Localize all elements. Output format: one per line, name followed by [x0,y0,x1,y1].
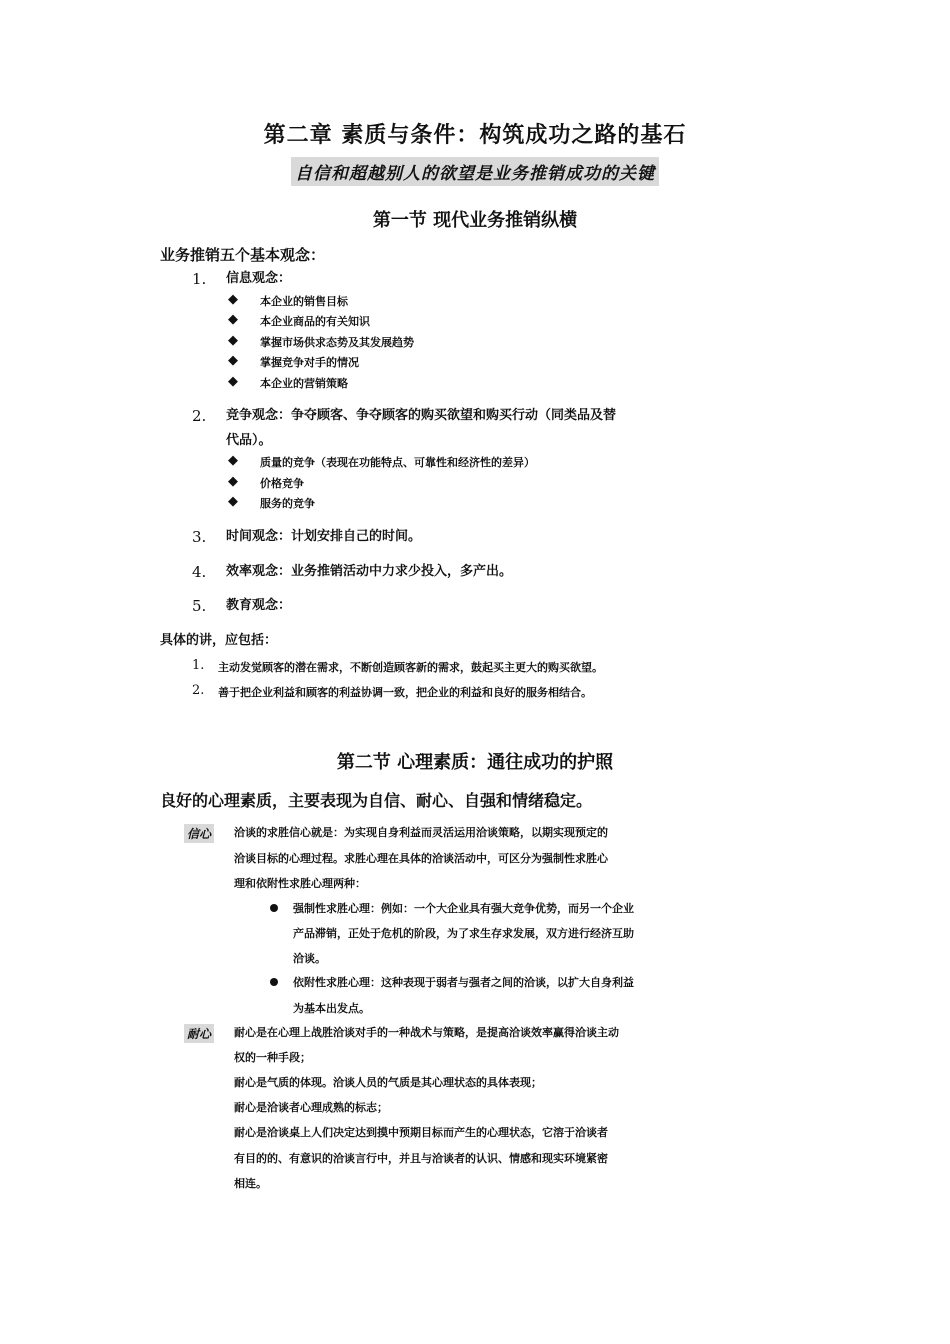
item-2-text-line-1: 竞争观念：争夺顾客、争夺顾客的购买欲望和购买行动（同类品及替 [226,408,617,423]
item-3-number: 3. [192,528,207,546]
round-bullet-icon [270,904,278,912]
item-1-text: 信息观念： [226,271,292,286]
item-2-text-line-2: 代品）。 [226,433,272,448]
specific-intro: 具体的讲，应包括： [160,633,278,648]
section2-intro: 良好的心理素质，主要表现为自信、耐心、自强和情绪稳定。 [160,791,593,810]
diamond-bullet-icon: ◆ [228,312,238,327]
item-2-bullet-1: 质量的竞争（表现在功能特点、可靠性和经济性的差异） [260,456,535,469]
item-1-number: 1. [192,270,207,288]
item-4-number: 4. [192,563,207,581]
confidence-line-3: 理和依附性求胜心理两种： [234,877,366,890]
diamond-bullet-icon: ◆ [228,333,238,348]
section2-title: 第二节 心理素质：通往成功的护照 [336,752,614,773]
specific-item-2-text: 善于把企业利益和顾客的利益协调一致，把企业的利益和良好的服务相结合。 [218,686,592,699]
item-1-bullet-5: 本企业的营销策略 [260,377,348,390]
patience-line-6: 有目的的、有意识的洽谈言行中，并且与洽谈者的认识、情感和现实环境紧密 [234,1152,608,1165]
specific-item-1-number: 1. [192,658,205,673]
confidence-tag: 信心 [184,824,214,843]
item-5-text: 教育观念： [226,598,292,613]
diamond-bullet-icon: ◆ [228,494,238,509]
item-5-number: 5. [192,597,207,615]
patience-line-2: 权的一种手段； [234,1051,311,1064]
diamond-bullet-icon: ◆ [228,474,238,489]
patience-tag: 耐心 [184,1024,214,1043]
item-1-bullet-2: 本企业商品的有关知识 [260,315,370,328]
confidence-bullet-2-line-2: 为基本出发点。 [293,1002,370,1015]
chapter-subtitle: 自信和超越别人的欲望是业务推销成功的关键 [291,157,659,186]
subtitle-wrap [0,157,950,186]
diamond-bullet-icon: ◆ [228,353,238,368]
section1-title: 第一节 现代业务推销纵横 [372,210,578,231]
diamond-bullet-icon: ◆ [228,292,238,307]
confidence-bullet-2-line-1: 依附性求胜心理：这种表现于弱者与强者之间的洽谈，以扩大自身利益 [293,976,634,989]
confidence-bullet-1-line-3: 洽谈。 [293,952,326,965]
patience-line-5: 耐心是洽谈桌上人们决定达到摸中预期目标而产生的心理状态，它溶于洽谈者 [234,1126,608,1139]
section1-intro: 业务推销五个基本观念： [160,246,326,264]
item-1-bullet-4: 掌握竞争对手的情况 [260,356,359,369]
item-1-bullet-1: 本企业的销售目标 [260,295,348,308]
patience-line-3: 耐心是气质的体现。洽谈人员的气质是其心理状态的具体表现； [234,1076,542,1089]
confidence-bullet-1-line-1: 强制性求胜心理：例如：一个大企业具有强大竞争优势，而另一个企业 [293,902,634,915]
patience-line-4: 耐心是洽谈者心理成熟的标志； [234,1101,388,1114]
item-2-bullet-2: 价格竞争 [260,477,304,490]
patience-line-1: 耐心是在心理上战胜洽谈对手的一种战术与策略，是提高洽谈效率赢得洽谈主动 [234,1026,619,1039]
item-2-number: 2. [192,407,207,425]
confidence-line-2: 洽谈目标的心理过程。求胜心理在具体的洽谈活动中，可区分为强制性求胜心 [234,852,608,865]
confidence-bullet-1-line-2: 产品滞销，正处于危机的阶段，为了求生存求发展，双方进行经济互助 [293,927,634,940]
item-4-text: 效率观念：业务推销活动中力求少投入，多产出。 [226,564,513,579]
specific-item-2-number: 2. [192,683,205,698]
round-bullet-icon [270,978,278,986]
confidence-line-1: 洽谈的求胜信心就是：为实现自身利益而灵活运用洽谈策略，以期实现预定的 [234,826,608,839]
patience-line-7: 相连。 [234,1177,267,1190]
item-2-bullet-3: 服务的竞争 [260,497,315,510]
specific-item-1-text: 主动发觉顾客的潜在需求，不断创造顾客新的需求，鼓起买主更大的购买欲望。 [218,661,603,674]
chapter-title: 第二章 素质与条件：构筑成功之路的基石 [263,122,687,148]
item-1-bullet-3: 掌握市场供求态势及其发展趋势 [260,336,414,349]
diamond-bullet-icon: ◆ [228,453,238,468]
item-3-text: 时间观念：计划安排自己的时间。 [226,529,422,544]
diamond-bullet-icon: ◆ [228,374,238,389]
